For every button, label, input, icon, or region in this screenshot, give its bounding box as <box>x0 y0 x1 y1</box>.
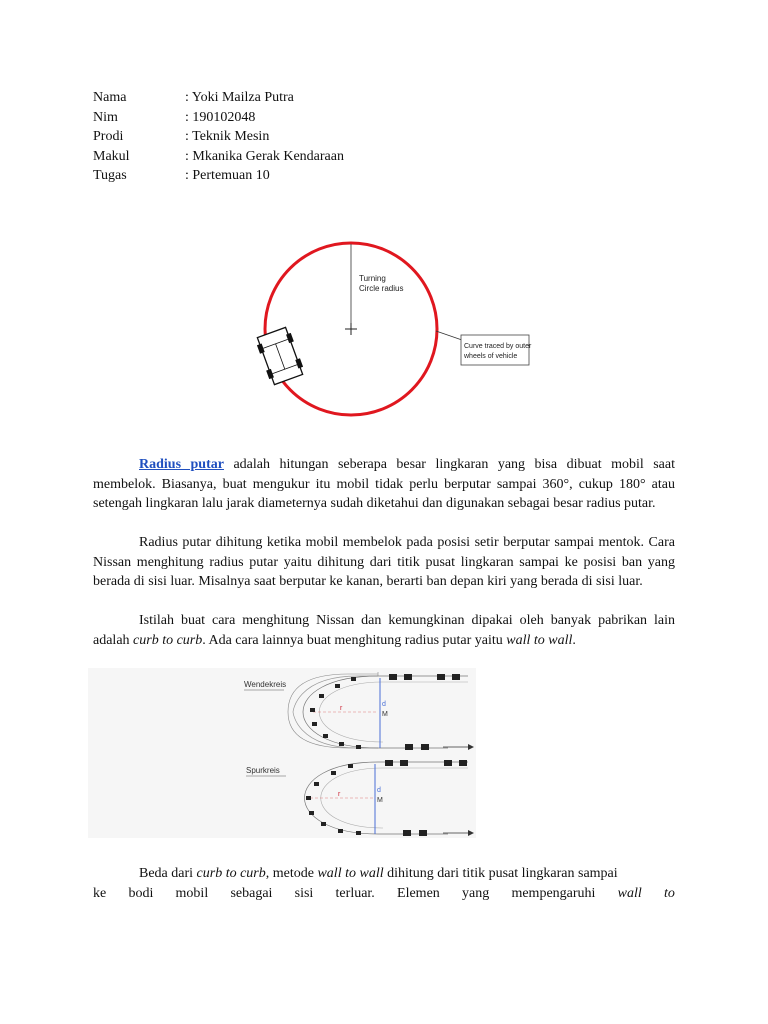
info-label: Prodi <box>93 129 124 144</box>
radius-label-bottom: r <box>338 791 341 798</box>
word: sisi <box>294 885 314 901</box>
info-value: : 190102048 <box>185 109 256 125</box>
info-row-nama <box>93 88 344 108</box>
info-value: : Mkanika Gerak Kendaraan <box>185 148 344 164</box>
center-label-bottom: M <box>377 797 383 804</box>
center-label-top: M <box>382 711 388 718</box>
info-label: Nama <box>93 90 127 105</box>
info-value: : Yoki Mailza Putra <box>185 90 294 105</box>
distance-label-bottom: d <box>377 787 381 794</box>
word: mempengaruhi <box>511 885 596 901</box>
distance-label-top: d <box>382 701 386 708</box>
info-value: : Teknik Mesin <box>185 129 270 144</box>
paragraph-4 <box>93 864 675 903</box>
term-wall-to-wall: wall to wall <box>506 632 573 648</box>
word: yang <box>462 885 490 901</box>
info-row-nim <box>93 108 344 128</box>
paragraph-4-text: dihitung dari titik pusat lingkaran sampai <box>383 866 618 881</box>
radius-label-top: r <box>340 705 343 712</box>
paragraph-4-last-line <box>93 884 675 904</box>
callout-text-1: Curve traced by outer <box>464 343 532 350</box>
circle-radius-label: Circle radius <box>359 284 404 293</box>
paragraph-1-text: adalah hitungan seberapa besar lingkaran yang bisa dibuat mobil saat membelok. Biasanya, buat mengukur itu mobil tidak perlu berputar sampai 360°, cukup 180° atau setengah lingkaran lalu jarak diameternya sudah diketahui dan digunakan sebagai besar radius putar. <box>93 457 676 511</box>
paragraph-4-text: , metode <box>265 866 318 881</box>
callout-leader <box>436 331 462 340</box>
callout-box <box>461 335 529 365</box>
vehicle-icon <box>255 326 306 385</box>
turning-circle-figure <box>245 228 545 448</box>
paragraph-3-text: . Ada cara lainnya buat menghitung radius putar yaitu <box>202 632 507 648</box>
paragraph-1 <box>93 455 675 514</box>
paragraph-4-text: Beda dari <box>139 866 197 881</box>
info-value: : Pertemuan 10 <box>185 168 270 183</box>
word: ke <box>93 885 107 901</box>
term-wall-to-wall: wall to wall <box>317 866 384 881</box>
word: terluar. <box>335 885 375 901</box>
word: to <box>664 885 675 901</box>
word: bodi <box>128 885 154 901</box>
paragraph-2-text: Radius putar dihitung ketika mobil membelok pada posisi setir berputar sampai mentok. Cara Nissan menghitung radius putar yaitu dihitung dari titik pusat lingkaran sampai ke posisi ban yang berada di sisi luar. Misalnya saat berputar ke kanan, berarti ban depan kiri yang berada di sisi luar. <box>93 535 675 589</box>
word: sebagai <box>230 885 273 901</box>
paragraph-3-text: . <box>572 632 576 648</box>
info-label: Makul <box>93 148 130 164</box>
word: wall <box>617 885 642 901</box>
info-row-prodi <box>93 127 344 147</box>
paragraph-3 <box>93 611 675 650</box>
student-info <box>93 88 344 186</box>
word: Elemen <box>397 885 440 901</box>
info-label: Nim <box>93 109 118 125</box>
info-label: Tugas <box>93 168 127 183</box>
term-curb-to-curb: curb to curb <box>133 632 203 648</box>
info-row-makul <box>93 147 344 167</box>
word: mobil <box>175 885 209 901</box>
radius-putar-link[interactable]: Radius putar <box>139 457 224 472</box>
wendekreis-label: Wendekreis <box>244 680 287 689</box>
info-row-tugas <box>93 166 344 186</box>
paragraph-3-text: Istilah buat cara menghitung Nissan dan kemungkinan dipakai oleh banyak pabrikan lain adalah <box>93 613 675 648</box>
term-curb-to-curb: curb to curb <box>196 866 266 881</box>
turning-label: Turning <box>359 274 386 283</box>
paragraph-2 <box>93 533 675 592</box>
wendekreis-spurkreis-figure <box>88 668 476 838</box>
spurkreis-label: Spurkreis <box>246 766 280 775</box>
callout-text-2: wheels of vehicle <box>464 353 518 360</box>
